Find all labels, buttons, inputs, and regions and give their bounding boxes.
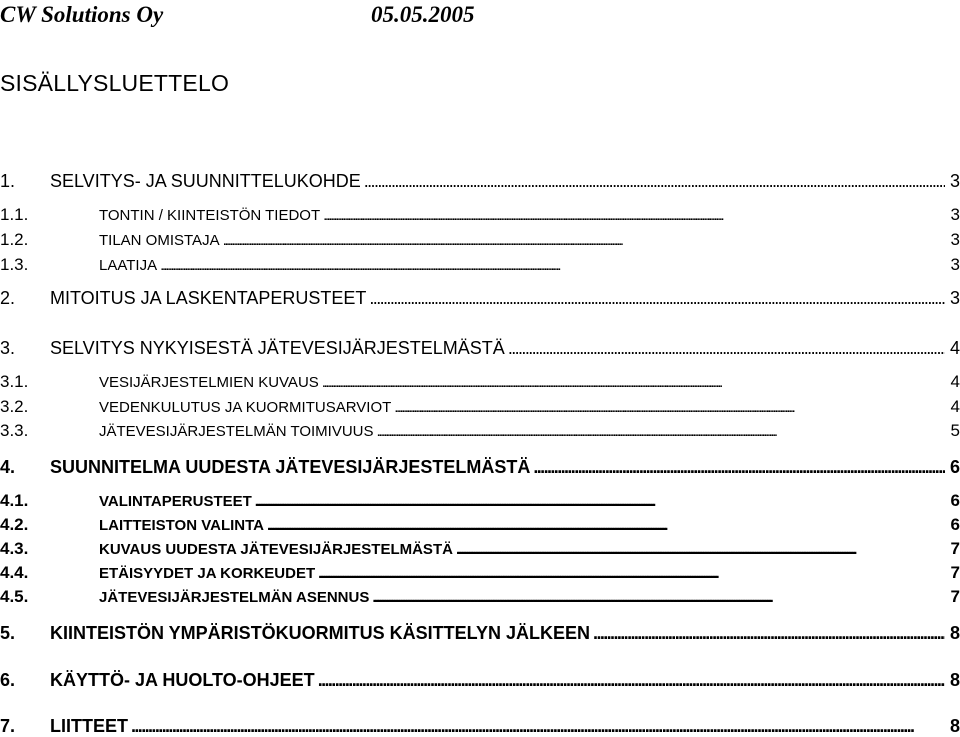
toc-label: VEDENKULUTUS JA KUORMITUSARVIOT (99, 399, 392, 416)
toc-page-number: 5 (950, 421, 960, 440)
toc-label: LAITTEISTON VALINTA (99, 517, 264, 534)
toc-label: SELVITYS- JA SUUNNITTELUKOHDE (50, 171, 361, 191)
toc-number: 3.3. (0, 421, 29, 440)
toc-label: TILAN OMISTAJA (99, 232, 220, 249)
toc-number: 5. (0, 623, 16, 643)
toc-label: MITOITUS JA LASKENTAPERUSTEET (50, 288, 367, 308)
toc-page-number: 6 (949, 457, 960, 477)
dot-leader (255, 492, 945, 512)
toc-page-number: 8 (949, 716, 960, 736)
dot-leader (593, 622, 945, 644)
toc-number: 2. (0, 288, 16, 308)
toc-label: TONTIN / KIINTEISTÖN TIEDOT (99, 207, 321, 224)
toc-page-number: 4 (949, 338, 960, 358)
toc-number: 1.2. (0, 230, 29, 249)
dot-leader (267, 516, 945, 536)
company-name: CW Solutions Oy (0, 2, 164, 27)
toc-number: 4.5. (0, 587, 29, 606)
toc-number: 4.1. (0, 491, 29, 510)
dot-leader (369, 287, 945, 309)
toc-page-number: 7 (950, 587, 960, 606)
dot-leader (394, 398, 945, 418)
toc-number: 4.3. (0, 539, 29, 558)
dot-leader (223, 231, 945, 251)
document-date: 05.05.2005 (371, 2, 475, 27)
toc-number: 3.1. (0, 372, 29, 391)
dot-leader (160, 256, 945, 276)
toc-label: ETÄISYYDET JA KORKEUDET (99, 565, 316, 582)
toc-page-number: 6 (950, 515, 960, 534)
dot-leader (508, 337, 945, 359)
toc-label: KÄYTTÖ- JA HUOLTO-OHJEET (50, 670, 315, 690)
toc-title: SISÄLLYSLUETTELO (0, 70, 230, 96)
toc-number: 4.2. (0, 515, 29, 534)
dot-leader (322, 373, 945, 393)
toc-label: JÄTEVESIJÄRJESTELMÄN ASENNUS (99, 589, 370, 606)
dot-leader (456, 540, 945, 560)
dot-leader (323, 206, 945, 226)
dot-leader (318, 564, 945, 584)
toc-page-number: 6 (950, 491, 960, 510)
toc-label: VALINTAPERUSTEET (99, 493, 252, 510)
toc-label: LAATIJA (99, 257, 158, 274)
toc-label: KUVAUS UUDESTA JÄTEVESIJÄRJESTELMÄSTÄ (99, 541, 453, 558)
toc-page-number: 3 (950, 230, 960, 249)
dot-leader (318, 669, 945, 691)
toc-number: 4. (0, 457, 16, 477)
toc-number: 7. (0, 716, 16, 736)
toc-number: 1. (0, 171, 16, 191)
toc-number: 3. (0, 338, 16, 358)
toc-label: VESIJÄRJESTELMIEN KUVAUS (99, 374, 319, 391)
dot-leader (131, 715, 945, 737)
toc-number: 6. (0, 670, 16, 690)
toc-number: 1.3. (0, 255, 29, 274)
toc-page-number: 8 (949, 623, 960, 643)
toc-page-number: 3 (949, 288, 960, 308)
toc-page-number: 4 (950, 372, 960, 391)
toc-label: SUUNNITELMA UUDESTA JÄTEVESIJÄRJESTELMÄSTÄ (50, 457, 531, 477)
toc-label: SELVITYS NYKYISESTÄ JÄTEVESIJÄRJESTELMÄSTÄ (50, 338, 505, 358)
toc-page-number: 3 (950, 255, 960, 274)
dot-leader (377, 422, 945, 442)
toc-page-number: 7 (950, 563, 960, 582)
dot-leader (533, 456, 945, 478)
toc-page-number: 7 (950, 539, 960, 558)
toc-number: 4.4. (0, 563, 29, 582)
toc-page-number: 8 (949, 670, 960, 690)
toc-page-number: 3 (950, 205, 960, 224)
toc-label: LIITTEET (50, 716, 128, 736)
toc-page-number: 3 (949, 171, 960, 191)
toc-number: 1.1. (0, 205, 29, 224)
dot-leader (372, 588, 945, 608)
toc-label: JÄTEVESIJÄRJESTELMÄN TOIMIVUUS (99, 423, 374, 440)
dot-leader (364, 170, 945, 192)
toc-label: KIINTEISTÖN YMPÄRISTÖKUORMITUS KÄSITTELYN JÄLKEEN (50, 623, 591, 643)
toc-page-number: 4 (950, 397, 960, 416)
toc-number: 3.2. (0, 397, 29, 416)
